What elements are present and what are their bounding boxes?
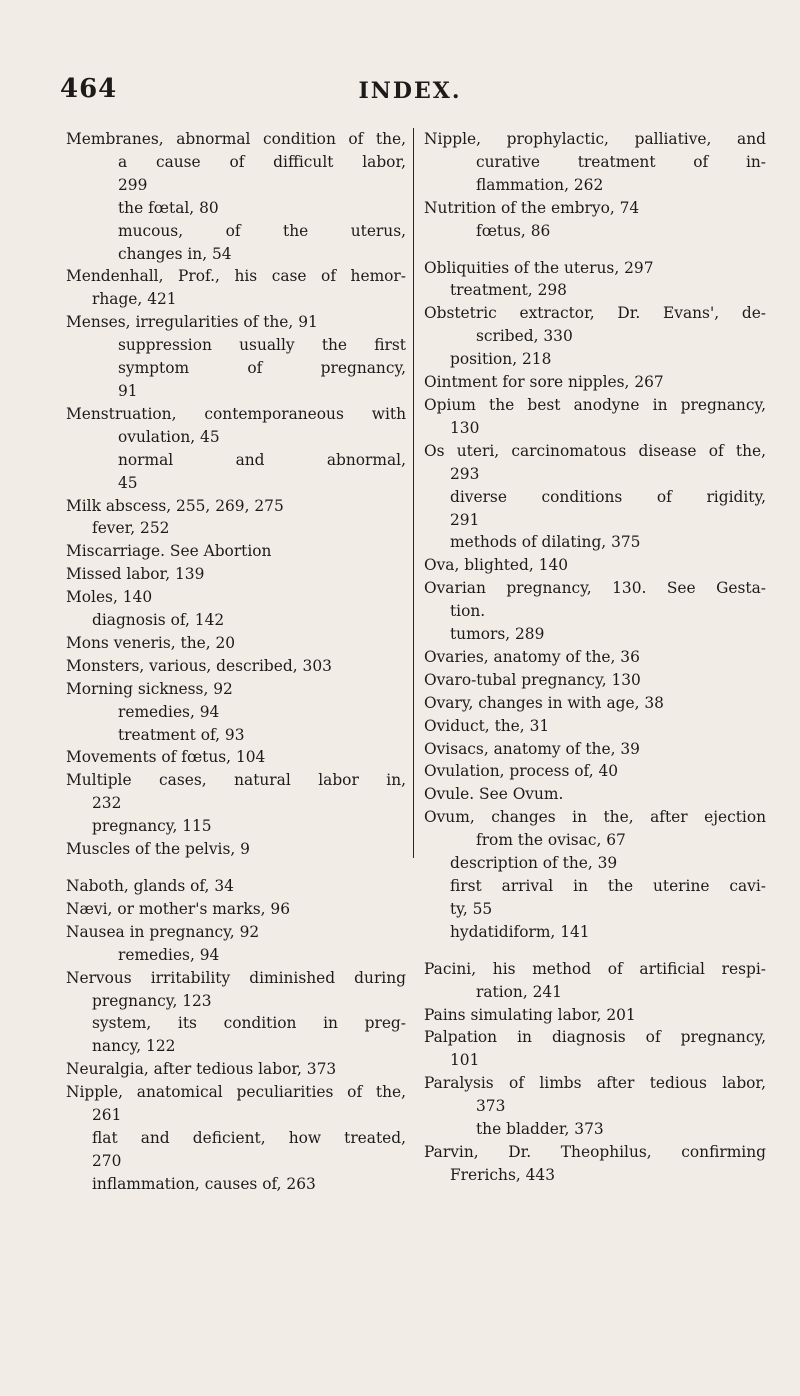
index-entry (66, 495, 406, 518)
index-entry (424, 257, 766, 280)
index-entry-line: nancy, 122 (92, 1037, 176, 1056)
index-entry-line: a cause of difficult labor, (118, 152, 406, 171)
index-entry-line: Muscles of the pelvis, 9 (66, 840, 250, 859)
index-entry-line: mucous, of the uterus, (118, 221, 406, 240)
index-entry (66, 220, 406, 266)
index-entry-line: the bladder, 373 (476, 1120, 604, 1139)
index-entry (424, 958, 766, 1004)
index-entry (424, 1004, 766, 1027)
page-header (60, 74, 760, 114)
index-entry-line: Os uteri, carcinomatous disease of the, (424, 441, 766, 460)
index-entry-line: 291 (450, 510, 480, 529)
index-entry (424, 1072, 766, 1118)
index-entry (66, 724, 406, 747)
index-entry-line: Mons veneris, the, 20 (66, 633, 236, 652)
index-entry-line: Obliquities of the uterus, 297 (424, 258, 654, 277)
index-entry (66, 128, 406, 197)
index-entry (424, 692, 766, 715)
index-entry-line: description of the, 39 (450, 854, 618, 873)
index-entry (424, 715, 766, 738)
letter-section-gap (424, 243, 766, 257)
index-entry-line: Nipple, prophylactic, palliative, and (424, 130, 766, 148)
index-entry-line: Nervous irritability diminished during (66, 968, 406, 987)
index-entry-line: Ova, blighted, 140 (424, 556, 569, 575)
index-entry-line: from the ovisac, 67 (476, 831, 626, 850)
index-entry-line: curative treatment of in- (476, 152, 766, 171)
index-entry (66, 967, 406, 1013)
index-entry-line: ration, 241 (476, 982, 562, 1001)
index-entry (424, 738, 766, 761)
index-entry-line: Nævi, or mother's marks, 96 (66, 899, 291, 918)
index-entry (66, 1012, 406, 1058)
index-entry-line: Opium the best anodyne in pregnancy, (424, 395, 766, 414)
index-entry (424, 1118, 766, 1141)
index-entry (424, 302, 766, 348)
index-entry-line: Moles, 140 (66, 588, 153, 607)
index-entry (424, 669, 766, 692)
index-entry (424, 852, 766, 875)
index-entry-line: Movements of fœtus, 104 (66, 748, 266, 767)
index-entry (424, 220, 766, 243)
page-number: 464 (60, 74, 118, 104)
index-entry-line: scribed, 330 (476, 327, 573, 346)
index-entry-line: symptom of pregnancy, (118, 359, 406, 378)
index-entry (66, 540, 406, 563)
index-entry (66, 898, 406, 921)
index-entry (424, 371, 766, 394)
index-entry (66, 678, 406, 701)
index-entry (424, 1141, 766, 1187)
column-divider (413, 128, 414, 858)
index-entry-line: diagnosis of, 142 (92, 611, 225, 630)
index-entry (66, 334, 406, 403)
index-entry-line: treatment, 298 (450, 281, 567, 300)
index-entry-line: Miscarriage. See Abortion (66, 542, 272, 561)
index-entry-line: 101 (450, 1051, 480, 1070)
index-entry-line: tumors, 289 (450, 625, 545, 644)
index-entry-line: 270 (92, 1151, 122, 1170)
index-entry (66, 815, 406, 838)
index-entry-line: first arrival in the uterine cavi- (450, 877, 766, 895)
index-entry-line: Milk abscess, 255, 269, 275 (66, 496, 284, 515)
index-entry-line: ty, 55 (450, 899, 493, 918)
index-entry-line: Monsters, various, described, 303 (66, 656, 332, 675)
index-entry (66, 609, 406, 632)
index-entry (66, 265, 406, 311)
index-entry-line: Obstetric extractor, Dr. Evans', de- (424, 304, 766, 323)
index-entry-line: 373 (476, 1097, 506, 1116)
index-entry (66, 875, 406, 898)
index-entry-line: pregnancy, 115 (92, 817, 212, 836)
index-entry-line: pregnancy, 123 (92, 991, 212, 1010)
index-entry-line: fœtus, 86 (476, 221, 551, 240)
index-entry-line: Ovarian pregnancy, 130. See Gesta- (424, 579, 766, 598)
index-entry (66, 311, 406, 334)
index-entry-line: remedies, 94 (118, 945, 220, 964)
index-entry (424, 279, 766, 302)
index-entry (424, 646, 766, 669)
index-entry (66, 1173, 406, 1196)
index-entry-line: treatment of, 93 (118, 725, 245, 744)
index-entry-line: methods of dilating, 375 (450, 533, 641, 552)
index-column-left (66, 128, 406, 1196)
index-entry (66, 746, 406, 769)
index-entry-line: Oviduct, the, 31 (424, 716, 550, 735)
index-entry-line: Missed labor, 139 (66, 565, 205, 584)
running-title: INDEX. (358, 78, 462, 104)
index-entry-line: hydatidiform, 141 (450, 922, 590, 941)
index-entry-line: Multiple cases, natural labor in, (66, 771, 406, 790)
index-entry-line: tion. (450, 602, 486, 621)
index-entry-line: normal and abnormal, (118, 450, 406, 469)
index-entry-line: Ovulation, process of, 40 (424, 762, 619, 781)
index-entry-line: Ovule. See Ovum. (424, 785, 564, 804)
index-entry-line: Menstruation, contemporaneous with (66, 404, 406, 423)
index-entry-line: 232 (92, 794, 122, 813)
index-entry-line: 130 (450, 418, 480, 437)
letter-section-gap (66, 861, 406, 875)
index-entry-line: rhage, 421 (92, 290, 177, 309)
index-column-right (424, 128, 766, 1187)
index-entry-line: Nutrition of the embryo, 74 (424, 198, 640, 217)
index-entry (66, 655, 406, 678)
index-entry-line: Ovum, changes in the, after ejection (424, 808, 766, 827)
index-entry-line: Ovary, changes in with age, 38 (424, 693, 664, 712)
index-entry (66, 563, 406, 586)
index-entry (66, 403, 406, 449)
index-entry-line: ovulation, 45 (118, 427, 220, 446)
index-entry-line: Ointment for sore nipples, 267 (424, 373, 664, 392)
index-entry-line: Ovaries, anatomy of the, 36 (424, 647, 640, 666)
index-entry-line: fever, 252 (92, 519, 170, 538)
index-entry (66, 944, 406, 967)
index-entry-line: Ovisacs, anatomy of the, 39 (424, 739, 640, 758)
letter-section-gap (424, 944, 766, 958)
index-entry (424, 623, 766, 646)
index-entry (66, 769, 406, 815)
index-entry-line: Naboth, glands of, 34 (66, 877, 234, 895)
index-entry (66, 838, 406, 861)
index-entry-line: suppression usually the first (118, 336, 406, 355)
index-entry (66, 586, 406, 609)
index-entry (66, 197, 406, 220)
index-entry-line: 261 (92, 1106, 122, 1125)
index-entry (66, 517, 406, 540)
index-entry (424, 1026, 766, 1072)
index-entry-line: remedies, 94 (118, 702, 220, 721)
index-entry-line: Menses, irregularities of the, 91 (66, 313, 318, 332)
index-entry (424, 128, 766, 197)
index-entry (424, 921, 766, 944)
index-entry (424, 577, 766, 623)
index-entry-line: Pacini, his method of artificial respi- (424, 959, 766, 978)
index-entry (66, 1127, 406, 1173)
index-entry (424, 875, 766, 921)
index-entry-line: 293 (450, 464, 480, 483)
index-entry-line: Morning sickness, 92 (66, 679, 233, 698)
index-entry-line: changes in, 54 (118, 244, 232, 263)
index-entry (424, 760, 766, 783)
index-entry-line: Parvin, Dr. Theophilus, confirming (424, 1142, 766, 1161)
index-entry-line: Nausea in pregnancy, 92 (66, 922, 260, 941)
index-entry-line: system, its condition in preg- (92, 1014, 406, 1033)
index-entry-line: diverse conditions of rigidity, (450, 487, 766, 506)
index-entry (66, 701, 406, 724)
index-entry-line: 91 (118, 381, 138, 400)
index-entry (66, 1081, 406, 1127)
index-entry-line: Neuralgia, after tedious labor, 373 (66, 1060, 337, 1079)
index-entry (424, 348, 766, 371)
index-entry-line: Ovaro-tubal pregnancy, 130 (424, 670, 641, 689)
index-entry-line: Mendenhall, Prof., his case of hemor- (66, 267, 406, 286)
index-entry (424, 197, 766, 220)
index-entry-line: 45 (118, 473, 138, 492)
index-entry (424, 554, 766, 577)
index-entry-line: flammation, 262 (476, 175, 604, 194)
index-entry-line: inflammation, causes of, 263 (92, 1174, 316, 1193)
index-entry (424, 486, 766, 532)
index-entry (66, 1058, 406, 1081)
index-entry-line: Nipple, anatomical peculiarities of the, (66, 1083, 406, 1102)
index-entry (424, 806, 766, 852)
index-entry (66, 632, 406, 655)
index-entry-line: Frerichs, 443 (450, 1165, 556, 1184)
index-entry (66, 449, 406, 495)
index-entry-line: flat and deficient, how treated, (92, 1128, 406, 1147)
index-entry (424, 531, 766, 554)
index-entry (424, 783, 766, 806)
index-entry-line: Pains simulating labor, 201 (424, 1005, 636, 1024)
index-entry-line: the fœtal, 80 (118, 198, 219, 217)
index-entry (424, 394, 766, 440)
index-entry-line: position, 218 (450, 350, 552, 369)
index-entry (424, 440, 766, 486)
index-entry-line: Membranes, abnormal condition of the, (66, 130, 406, 148)
index-entry-line: 299 (118, 175, 148, 194)
index-entry-line: Paralysis of limbs after tedious labor, (424, 1074, 766, 1093)
index-entry (66, 921, 406, 944)
index-entry-line: Palpation in diagnosis of pregnancy, (424, 1028, 766, 1047)
